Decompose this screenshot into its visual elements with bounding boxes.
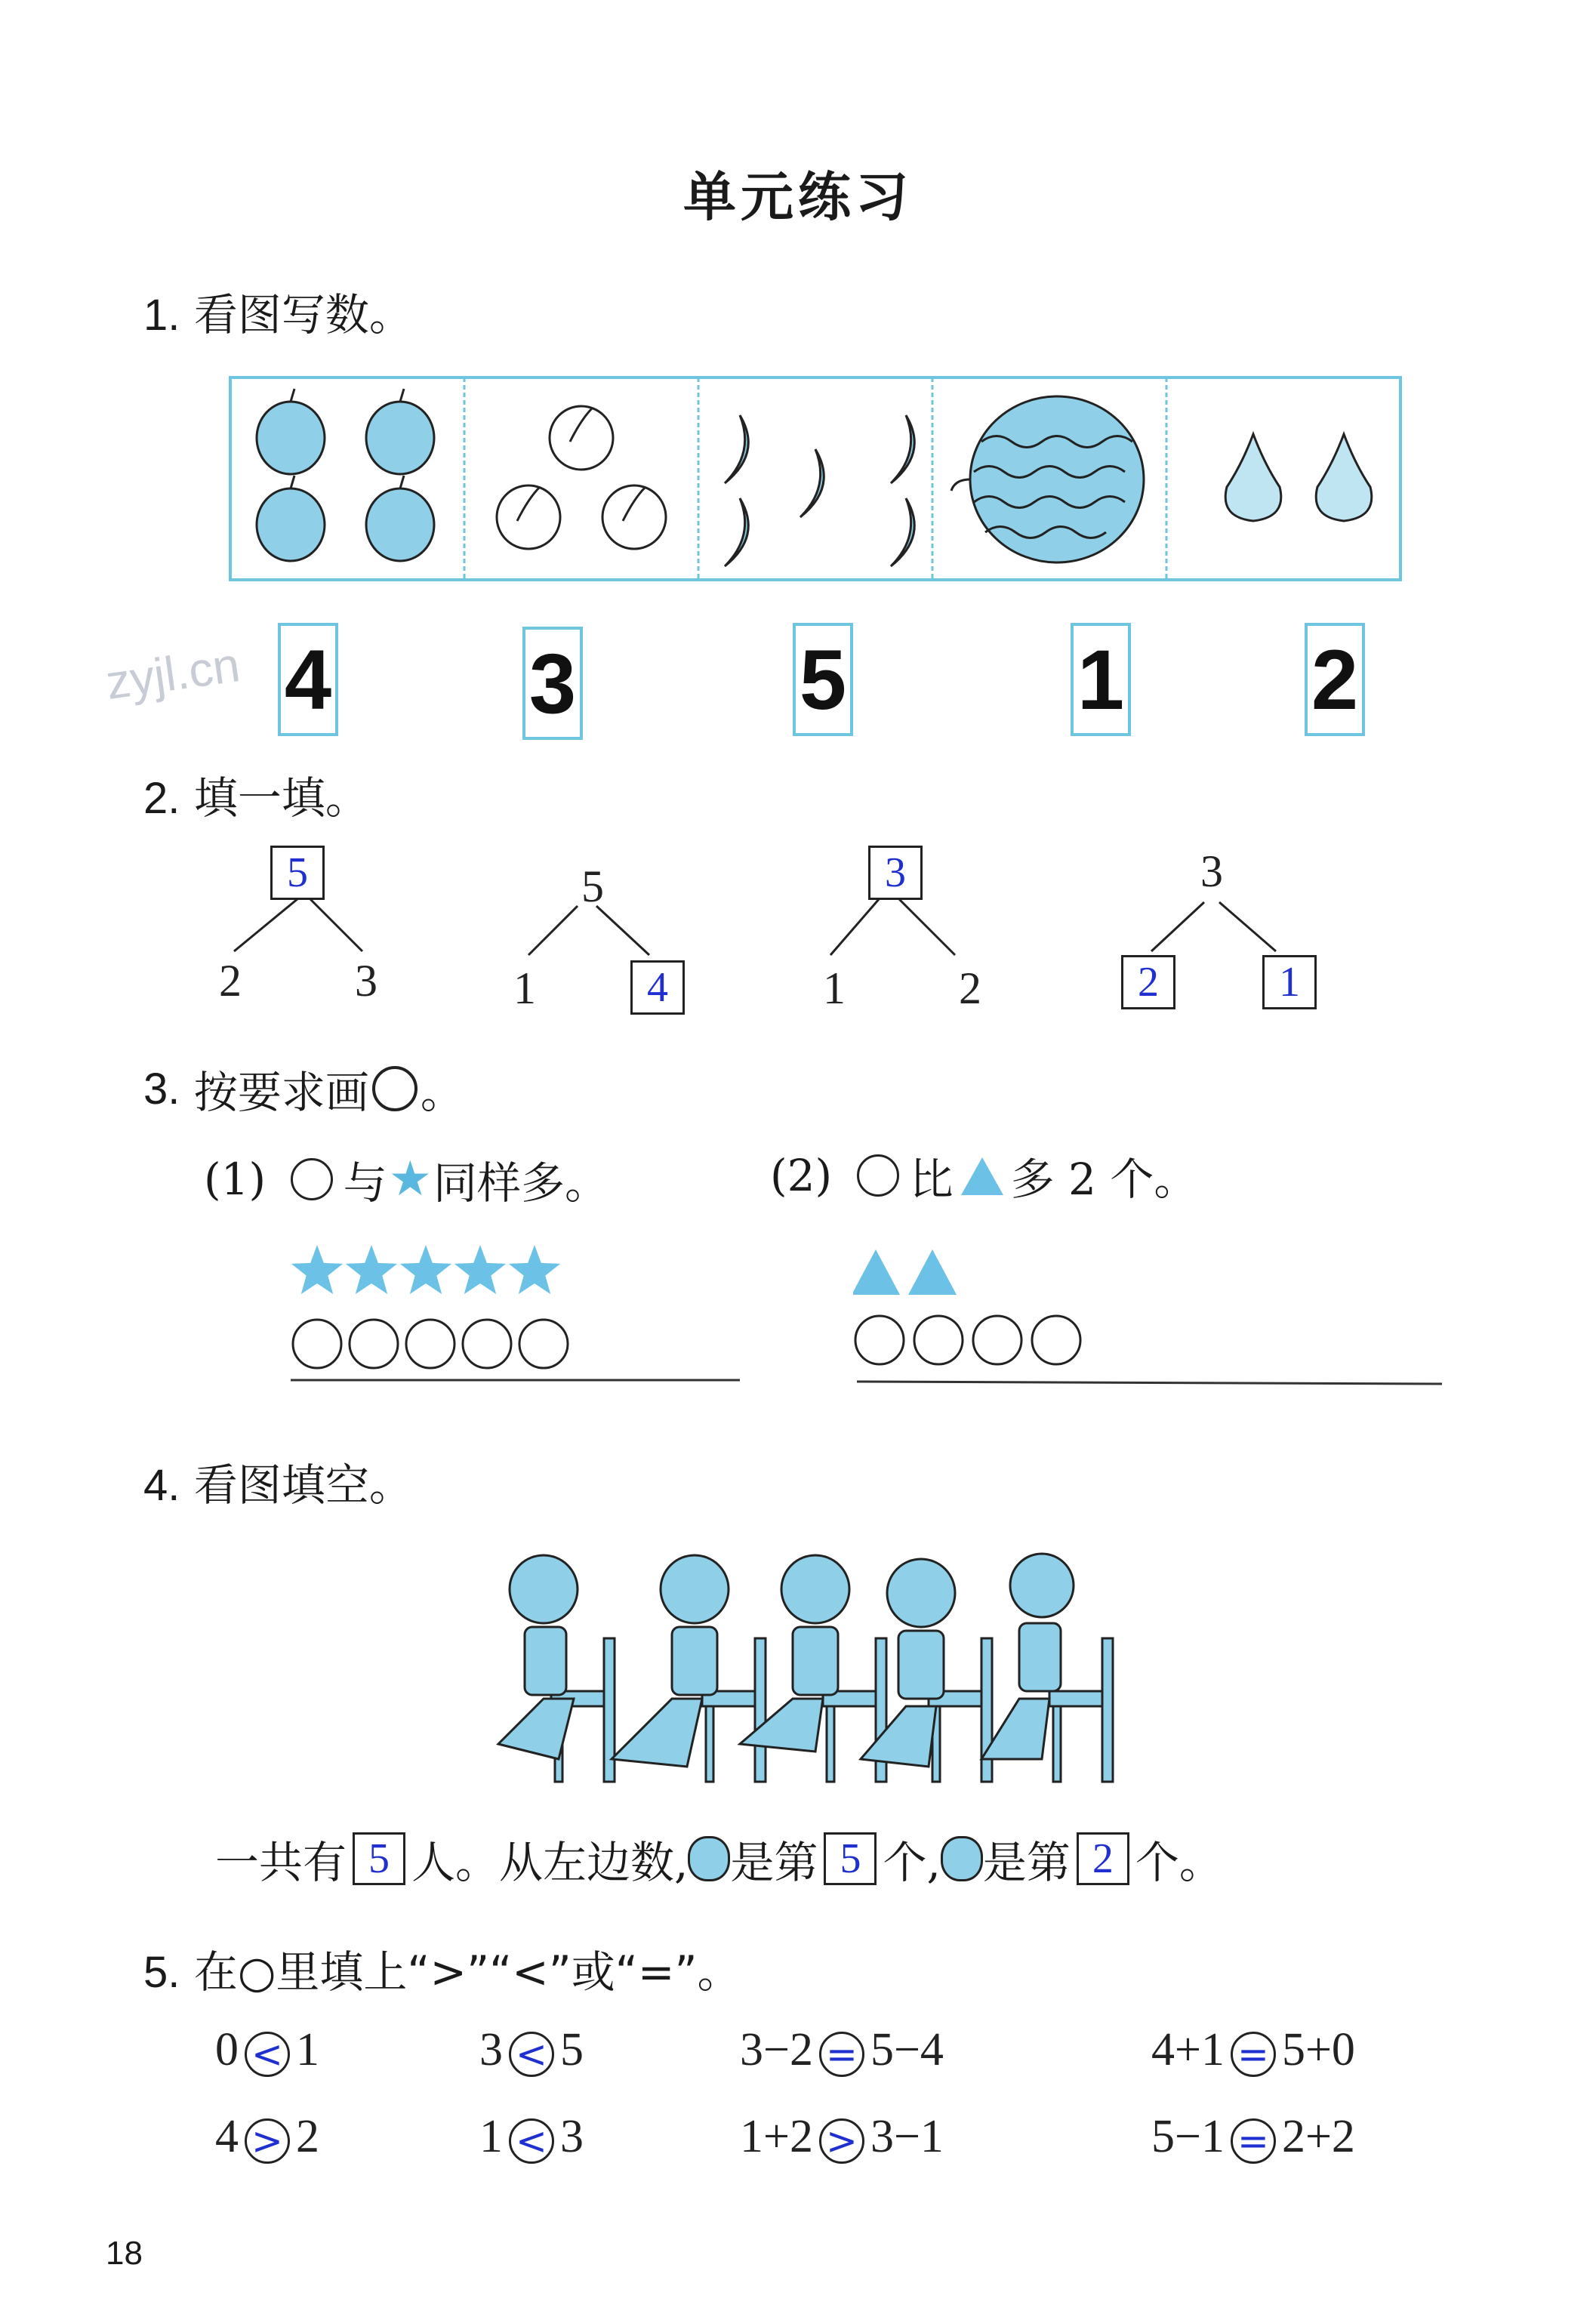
- comparison-answer-circle[interactable]: =: [1231, 2118, 1276, 2164]
- comparison-item: 4 > 2: [215, 2111, 319, 2163]
- comparison-answer-circle[interactable]: =: [1231, 2032, 1276, 2077]
- drawn-circle: [519, 1320, 568, 1368]
- q4-heading: 4. 看图填空。: [143, 1459, 413, 1511]
- q2-tree3-top-box[interactable]: 3: [868, 846, 923, 900]
- chair-leg: [827, 1706, 834, 1782]
- drawn-circle: [293, 1320, 341, 1368]
- q3-part1-drawing: [287, 1238, 755, 1389]
- circle-icon: [857, 1154, 899, 1197]
- drawn-circle: [855, 1316, 904, 1364]
- page-title: 单元练习: [683, 166, 913, 228]
- circle-icon: [291, 1158, 333, 1200]
- triangle-icon: [853, 1249, 900, 1295]
- comparison-item: 3 < 5: [479, 2024, 584, 2076]
- drawn-circle: [350, 1320, 398, 1368]
- q2-tree2-left: 1: [513, 963, 536, 1013]
- comparison-answer-circle[interactable]: >: [245, 2118, 290, 2164]
- star-icon: [509, 1245, 560, 1294]
- comparison-item: 1 < 3: [479, 2111, 584, 2163]
- comparison-answer-circle[interactable]: <: [509, 2118, 554, 2164]
- q4-position-box-1[interactable]: 5: [824, 1832, 877, 1885]
- drawn-circle: [1032, 1316, 1080, 1364]
- q1-answer-box[interactable]: 1: [1071, 623, 1131, 736]
- q2-tree2-right-box[interactable]: 4: [630, 960, 685, 1015]
- q1-heading: 1. 看图写数。: [143, 289, 413, 340]
- q1-answer-box[interactable]: 5: [793, 623, 853, 736]
- q4-position-box-2[interactable]: 2: [1077, 1832, 1129, 1885]
- circle-icon: [372, 1066, 417, 1111]
- q4-children-illustration: [468, 1533, 1117, 1797]
- q2-tree1-left: 2: [219, 956, 242, 1006]
- q2-tree1-right: 3: [355, 956, 377, 1006]
- q2-tree4-left-box[interactable]: 2: [1121, 955, 1175, 1009]
- q2-tree4-top: 3: [1200, 846, 1223, 896]
- q1-picture-strip: [226, 374, 1404, 585]
- drawn-circle: [914, 1316, 963, 1364]
- q3-part2-instruction: (2) 比 多 2 个。: [770, 1150, 1198, 1205]
- peach-icon: [497, 406, 666, 549]
- q1-answer-box[interactable]: 2: [1305, 623, 1365, 736]
- drawn-circle: [463, 1320, 511, 1368]
- page-number: 18: [106, 2235, 143, 2272]
- comparison-answer-circle[interactable]: >: [819, 2118, 864, 2164]
- q2-tree3-right: 2: [959, 963, 981, 1013]
- comparison-item: 0 < 1: [215, 2024, 319, 2076]
- q5-heading: 5. 在○里填上“>”“<”或“=”。: [143, 1946, 741, 1998]
- comparison-answer-circle[interactable]: <: [509, 2032, 554, 2077]
- watermelon-icon: [951, 396, 1144, 562]
- star-icon: [454, 1245, 506, 1294]
- child-face-icon: [941, 1836, 983, 1881]
- q2-heading: 2. 填一填。: [143, 772, 369, 824]
- q2-tree4-right-box[interactable]: 1: [1262, 955, 1317, 1009]
- comparison-item: 4+1 = 5+0: [1151, 2024, 1355, 2076]
- q3-part1-instruction: (1) 与 ★ 同样多。: [204, 1151, 609, 1209]
- apple-icon: [257, 389, 434, 561]
- watermark: zyjl.cn: [102, 636, 243, 710]
- q1-answer-box[interactable]: 3: [522, 627, 583, 740]
- q1-answer-box[interactable]: 4: [278, 623, 338, 736]
- q2-tree2-top: 5: [581, 861, 604, 911]
- chair-back: [1102, 1638, 1113, 1782]
- q4-sentence: 一共有 5 人。从左边数, 是第 5 个, 是第 2 个。: [215, 1827, 1223, 1890]
- chair-leg: [706, 1706, 713, 1782]
- drawn-circle: [973, 1316, 1021, 1364]
- star-icon: [400, 1245, 451, 1294]
- star-icon: [291, 1245, 343, 1294]
- pear-icon: [1225, 434, 1372, 521]
- q3-heading: 3. 按要求画 。: [143, 1064, 464, 1118]
- q3-part2-drawing: [853, 1238, 1457, 1389]
- chair-back: [755, 1638, 766, 1782]
- chair-leg: [1053, 1706, 1061, 1782]
- chair: [1049, 1691, 1110, 1706]
- comparison-answer-circle[interactable]: =: [819, 2032, 864, 2077]
- star-icon: [346, 1245, 397, 1294]
- comparison-item: 1+2 > 3−1: [740, 2111, 944, 2163]
- drawn-circle: [406, 1320, 454, 1368]
- q2-tree3-left: 1: [823, 963, 846, 1013]
- q2-tree1-top-box[interactable]: 5: [270, 846, 325, 900]
- comparison-item: 5−1 = 2+2: [1151, 2111, 1355, 2163]
- star-icon: ★: [388, 1151, 432, 1207]
- triangle-icon: [960, 1154, 1005, 1197]
- triangle-icon: [908, 1249, 957, 1295]
- banana-icon: [725, 415, 914, 566]
- q4-total-box[interactable]: 5: [353, 1832, 405, 1885]
- comparison-item: 3−2 = 5−4: [740, 2024, 944, 2076]
- child-face-icon: [688, 1836, 730, 1881]
- comparison-answer-circle[interactable]: <: [245, 2032, 290, 2077]
